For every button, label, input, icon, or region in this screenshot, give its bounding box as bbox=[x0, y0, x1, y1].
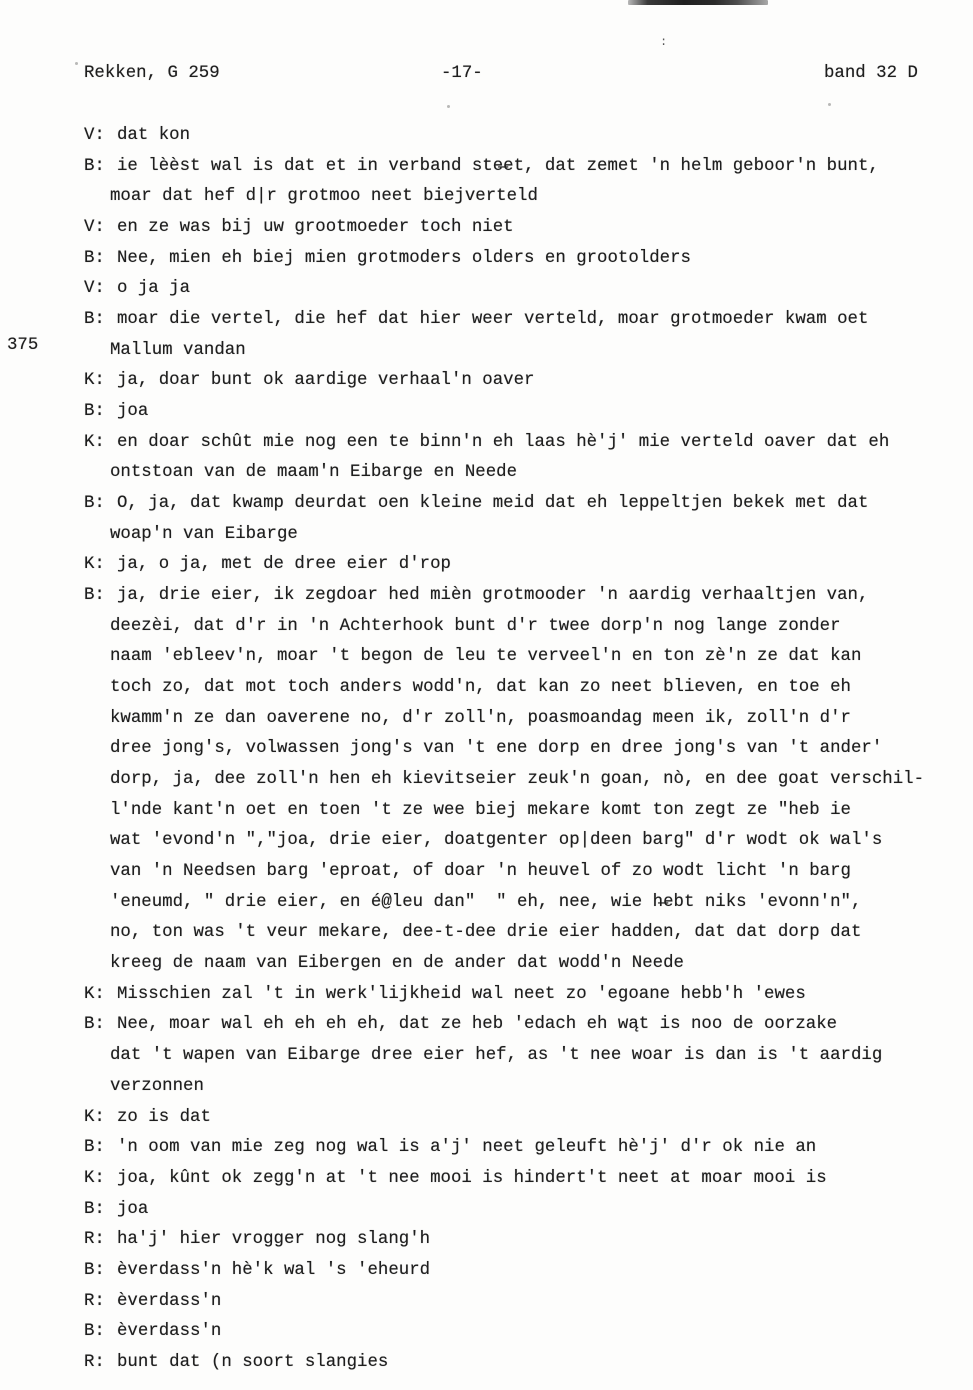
speaker-label: B: bbox=[84, 1199, 105, 1219]
line-text: joa bbox=[117, 402, 149, 422]
transcript-line bbox=[84, 1287, 964, 1318]
transcript-line bbox=[84, 1103, 964, 1134]
speaker-label: B: bbox=[84, 156, 105, 176]
speaker-label: B: bbox=[84, 494, 105, 514]
line-text: en doar schût mie nog een te binn'n eh laas hè'j' mie verteld oaver dat eh bbox=[117, 432, 890, 452]
line-text: Nee, mien eh biej mien grotmoders olders en grootolders bbox=[117, 248, 691, 268]
margin-line-number: 375 bbox=[7, 336, 39, 355]
line-text: èverdass'n hè'k wal 's 'eheurd bbox=[117, 1260, 431, 1280]
line-text: èverdass'n bbox=[117, 1291, 222, 1311]
transcript-line bbox=[84, 489, 964, 520]
transcript-lines bbox=[84, 121, 964, 1379]
line-text: naam 'ebleev'n, moar 't begon de leu te verveel'n en ton zè'n ze dat kan bbox=[110, 647, 862, 667]
transcript-line bbox=[84, 152, 964, 183]
scan-noise-mark: : bbox=[660, 35, 668, 49]
speaker-label: B: bbox=[84, 586, 105, 606]
transcript-line bbox=[84, 1225, 964, 1256]
line-text: ja, o ja, met de dree eier d'rop bbox=[117, 555, 451, 575]
line-text: deezèi, dat d'r in 'n Achterhook bunt d'r twee dorp'n nog lange zonder bbox=[110, 616, 841, 636]
speaker-label: R: bbox=[84, 1352, 105, 1372]
speaker-label: B: bbox=[84, 402, 105, 422]
line-text: O, ja, dat kwamp deurdat oen kleine meid dat eh leppeltjen bekek met dat bbox=[117, 494, 869, 514]
line-text: moar die vertel, die hef dat hier weer verteld, moar grotmoeder kwam oet bbox=[117, 310, 869, 330]
transcript-line bbox=[84, 612, 964, 643]
line-text: o ja ja bbox=[117, 279, 191, 299]
transcript-line bbox=[84, 1256, 964, 1287]
line-text: no, ton was 't veur mekare, dee-t-dee drie eier hadden, dat dat dorp dat bbox=[110, 923, 862, 943]
line-text: woap'n van Eibarge bbox=[110, 524, 298, 544]
transcript-line bbox=[84, 520, 964, 551]
speaker-label: B: bbox=[84, 1260, 105, 1280]
line-text: ha'j' hier vrogger nog slang'h bbox=[117, 1230, 431, 1250]
transcript-line bbox=[84, 1010, 964, 1041]
speaker-label: K: bbox=[84, 371, 105, 391]
speaker-label: B: bbox=[84, 1015, 105, 1035]
line-text: ontstoan van de maam'n Eibarge en Neede bbox=[110, 463, 518, 483]
transcript-line bbox=[84, 673, 964, 704]
line-text: Nee, moar wal eh eh eh eh, dat ze heb 'edach eh wąt is noo de oorzake bbox=[117, 1015, 838, 1035]
line-text: joa bbox=[117, 1199, 149, 1219]
speaker-label: K: bbox=[84, 1107, 105, 1127]
transcript-line bbox=[84, 857, 964, 888]
transcript-line bbox=[84, 826, 964, 857]
line-text: Misschien zal 't in werk'lijkheid wal neet zo 'egoane hebb'h 'ewes bbox=[117, 984, 806, 1004]
transcript-line bbox=[84, 397, 964, 428]
speaker-label: B: bbox=[84, 248, 105, 268]
line-text: en ze was bij uw grootmoeder toch niet bbox=[117, 218, 514, 238]
speaker-label: R: bbox=[84, 1230, 105, 1250]
speaker-label: V: bbox=[84, 279, 105, 299]
line-text: l'nde kant'n oet en toen 't ze wee biej mekare komt ton zegt ze "heb ie bbox=[110, 800, 851, 820]
line-text: èverdass'n bbox=[117, 1322, 222, 1342]
transcript-line bbox=[84, 704, 964, 735]
speaker-label: V: bbox=[84, 218, 105, 238]
line-text: zo is dat bbox=[117, 1107, 211, 1127]
scan-artifact-bar bbox=[628, 0, 768, 5]
transcript-line bbox=[84, 734, 964, 765]
transcript-line bbox=[84, 336, 964, 367]
line-text: ja, drie eier, ik zegdoar hed mièn grotmooder 'n aardig verhaaltjen van, bbox=[117, 586, 869, 606]
transcript-line bbox=[84, 796, 964, 827]
transcript-line bbox=[84, 1133, 964, 1164]
line-text: 'eneumd, " drie eier, en é@leu dan" " eh, nee, wie h̶ebt niks 'evonn'n", bbox=[110, 892, 862, 912]
header-page-number: -17- bbox=[441, 64, 483, 83]
line-text: bunt dat (n soort slangies bbox=[117, 1352, 389, 1372]
transcript-line bbox=[84, 581, 964, 612]
transcript-line bbox=[84, 1348, 964, 1379]
transcript-line bbox=[84, 642, 964, 673]
line-text: Mallum vandan bbox=[110, 340, 246, 360]
transcript-line bbox=[84, 428, 964, 459]
scan-noise-dot bbox=[75, 62, 78, 65]
line-text: van 'n Needsen barg 'eproat, of doar 'n heuvel of zo wodt licht 'n barg bbox=[110, 862, 851, 882]
transcript-line bbox=[84, 274, 964, 305]
line-text: kreeg de naam van Eibergen en de ander dat wodd'n Neede bbox=[110, 954, 684, 974]
line-text: dree jong's, volwassen jong's van 't ene dorp en dree jong's van 't ander' bbox=[110, 739, 883, 759]
speaker-label: R: bbox=[84, 1291, 105, 1311]
speaker-label: V: bbox=[84, 126, 105, 145]
speaker-label: K: bbox=[84, 555, 105, 575]
transcript-line bbox=[84, 550, 964, 581]
transcript-line bbox=[84, 888, 964, 919]
transcript-line bbox=[84, 213, 964, 244]
transcript-line bbox=[84, 1041, 964, 1072]
line-text: toch zo, dat mot toch anders wodd'n, dat kan zo neet blieven, en toe eh bbox=[110, 678, 851, 698]
speaker-label: B: bbox=[84, 1138, 105, 1158]
transcript-line bbox=[84, 949, 964, 980]
scan-noise-dot bbox=[828, 103, 831, 106]
speaker-label: B: bbox=[84, 310, 105, 330]
line-text: ja, doar bunt ok aardige verhaal'n oaver bbox=[117, 371, 535, 391]
speaker-label: K: bbox=[84, 984, 105, 1004]
scan-noise-dot bbox=[447, 105, 450, 108]
transcript-line bbox=[84, 244, 964, 275]
transcript-line bbox=[84, 1195, 964, 1226]
transcript-line bbox=[84, 918, 964, 949]
transcript-line bbox=[84, 1164, 964, 1195]
line-text: verzonnen bbox=[110, 1076, 204, 1096]
line-text: moar dat hef d|r grotmoo neet biejverteld bbox=[110, 187, 538, 207]
header-band-label: band 32 D bbox=[824, 64, 918, 83]
line-text: wat 'evond'n ","joa, drie eier, doatgenter op|deen barg" d'r wodt ok wal's bbox=[110, 831, 883, 851]
transcript-line bbox=[84, 1072, 964, 1103]
header-location-id: Rekken, G 259 bbox=[84, 64, 220, 83]
speaker-label: K: bbox=[84, 1168, 105, 1188]
transcript-line bbox=[84, 765, 964, 796]
transcript-line bbox=[84, 182, 964, 213]
transcript-line bbox=[84, 1317, 964, 1348]
line-text: kwamm'n ze dan oaverene no, d'r zoll'n, poasmoandag meen ik, zoll'n d'r bbox=[110, 708, 851, 728]
line-text: dorp, ja, dee zoll'n hen eh kievitseier zeuk'n goan, nò, en dee goat verschil- bbox=[110, 770, 925, 790]
transcript-line bbox=[84, 366, 964, 397]
line-text: joa, kûnt ok zegg'n at 't nee mooi is hindert't neet at moar mooi is bbox=[117, 1168, 827, 1188]
line-text: dat kon bbox=[117, 126, 191, 145]
line-text: 'n oom van mie zeg nog wal is a'j' neet geleuft hè'j' d'r ok nie an bbox=[117, 1138, 817, 1158]
line-text: dat 't wapen van Eibarge dree eier hef, as 't nee woar is dan is 't aardig bbox=[110, 1046, 883, 1066]
speaker-label: K: bbox=[84, 432, 105, 452]
transcript-line bbox=[84, 980, 964, 1011]
transcript-line bbox=[84, 458, 964, 489]
speaker-label: B: bbox=[84, 1322, 105, 1342]
transcript-line bbox=[84, 121, 964, 152]
line-text: ie lèèst wal is dat et in verband ste̶et, dat zemet 'n helm geboor'n bunt, bbox=[117, 156, 879, 176]
transcript-line bbox=[84, 305, 964, 336]
